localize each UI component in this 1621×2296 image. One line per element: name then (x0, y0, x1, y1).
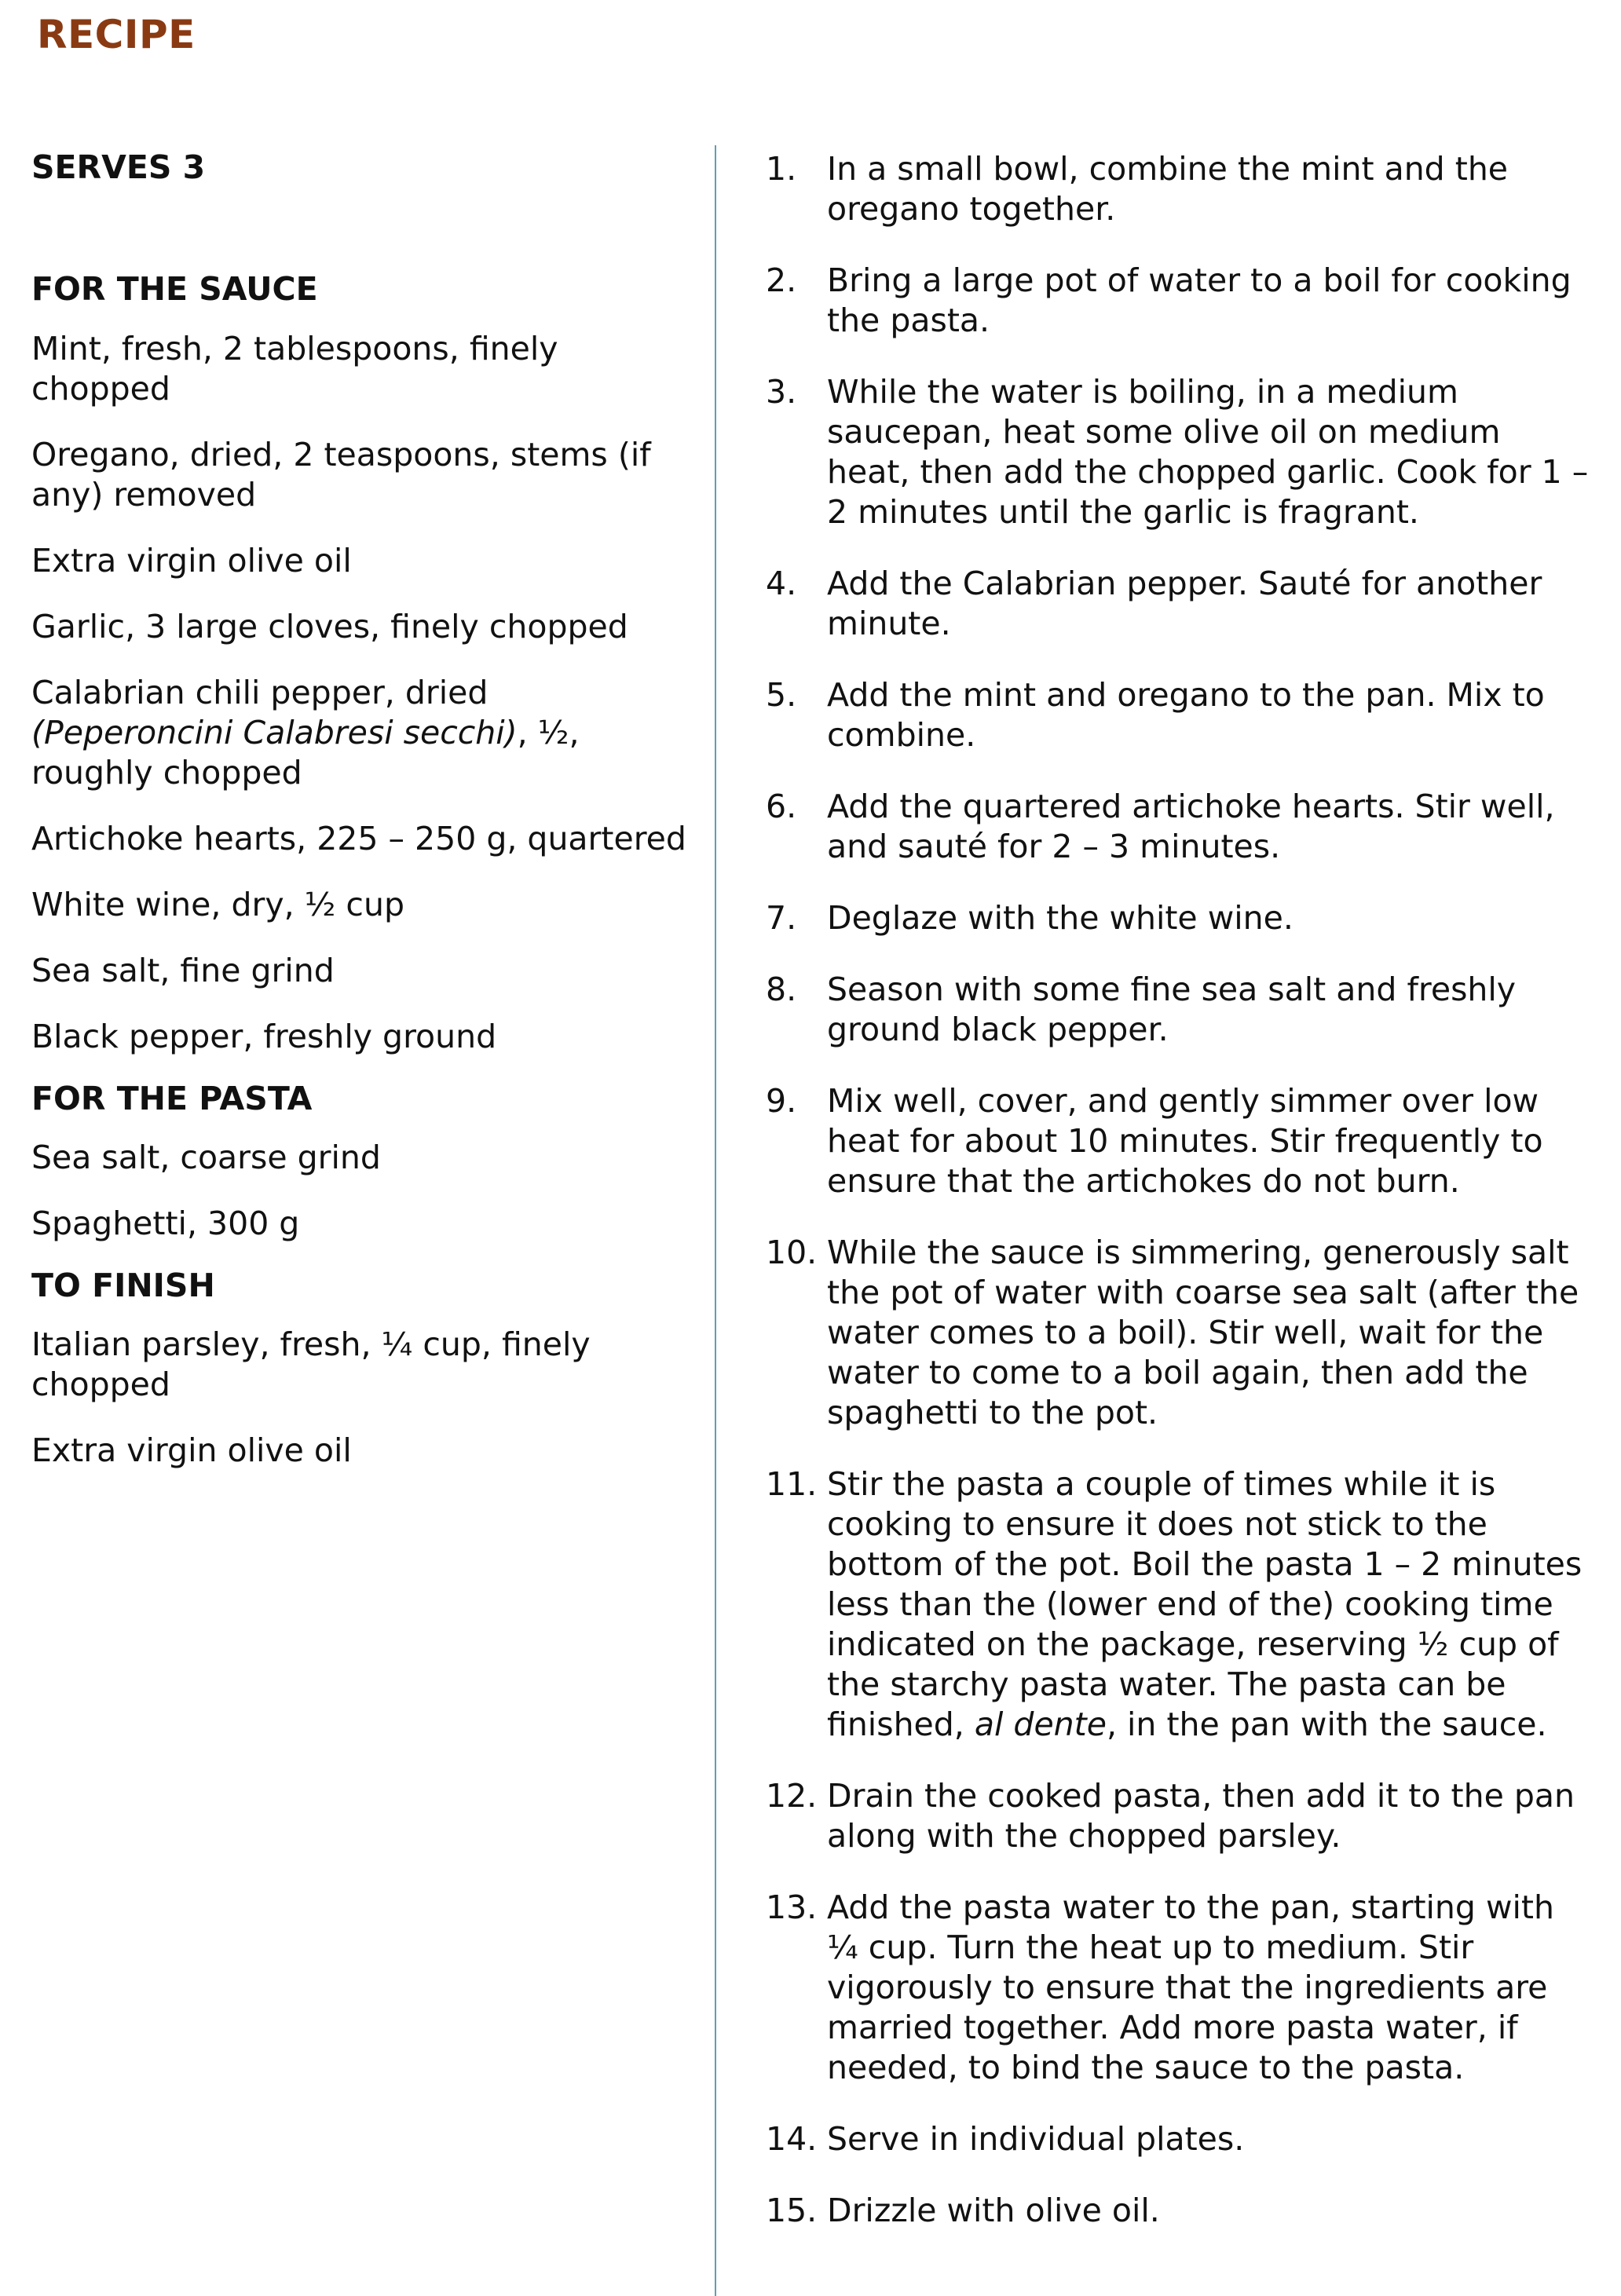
step-number: 10. (766, 1234, 818, 1271)
ingredients-column (31, 140, 699, 1471)
finish-ingredient-list (31, 1325, 699, 1471)
step-text (827, 1464, 1590, 1745)
instruction-step (766, 898, 1590, 938)
step-text: In a small bowl, combine the mint and the oregano together. (827, 150, 1509, 228)
ingredient-item: Garlic, 3 large cloves, finely chopped (31, 607, 628, 645)
instruction-step (766, 675, 1590, 755)
pasta-heading: FOR THE PASTA (31, 1079, 313, 1117)
pasta-ingredient-list (31, 1138, 699, 1244)
step-number: 4. (766, 565, 797, 602)
recipe-title: RECIPE (37, 12, 196, 57)
ingredient-item: Spaghetti, 300 g (31, 1204, 300, 1242)
ingredient-item: Italian parsley, fresh, ¼ cup, finely chopped (31, 1325, 591, 1403)
step-text: Mix well, cover, and gently simmer over low heat for about 10 minutes. Stir frequently to ensure that the artichokes do not burn. (827, 1082, 1543, 1200)
step-text-part: Stir the pasta a couple of times while it is cooking to ensure it does not stick to the bottom of the pot. Boil the pasta 1 – 2 minutes less than the (lower end of the) cooking time indicated on the package, reserving ½ cup of the starchy pasta water. The pasta can be finished, (827, 1465, 1583, 1743)
ingredient-item: Black pepper, freshly ground (31, 1017, 497, 1055)
step-text: Add the Calabrian pepper. Sauté for another minute. (827, 565, 1542, 642)
sauce-ingredient-list (31, 329, 699, 1057)
ingredient-italic-text: (Peperoncini Calabresi secchi) (31, 713, 518, 751)
instruction-step (766, 2119, 1590, 2159)
instruction-step (766, 1776, 1590, 1856)
step-number: 3. (766, 373, 797, 411)
step-number: 6. (766, 788, 797, 825)
step-number: 13. (766, 1888, 818, 1926)
ingredient-item: Mint, fresh, 2 tablespoons, finely chopped (31, 329, 558, 408)
ingredient-text: Calabrian chili pepper, dried (31, 673, 488, 711)
instruction-step (766, 2191, 1590, 2231)
step-text: Serve in individual plates. (827, 2120, 1245, 2158)
instruction-step (766, 1081, 1590, 1201)
ingredient-item: Sea salt, fine grind (31, 951, 335, 989)
step-number: 2. (766, 261, 797, 299)
step-text: While the sauce is simmering, generously salt the pot of water with coarse sea salt (after the water comes to a boil). Stir well, wait for the water to come to a boil again, then add the spaghetti to the pot. (827, 1234, 1579, 1431)
step-italic-text: al dente (974, 1706, 1107, 1743)
ingredient-item: Extra virgin olive oil (31, 541, 352, 579)
step-text: Add the quartered artichoke hearts. Stir well, and sauté for 2 – 3 minutes. (827, 788, 1555, 865)
instruction-step (766, 149, 1590, 229)
step-number: 14. (766, 2120, 818, 2158)
step-text: Drain the cooked pasta, then add it to the pan along with the chopped parsley. (827, 1777, 1575, 1855)
ingredient-item (31, 673, 699, 793)
step-text: Deglaze with the white wine. (827, 899, 1294, 937)
instruction-step (766, 1464, 1590, 1745)
step-number: 5. (766, 676, 797, 714)
ingredient-item: Sea salt, coarse grind (31, 1138, 381, 1176)
step-number: 12. (766, 1777, 818, 1815)
step-number: 7. (766, 899, 797, 937)
step-text: Bring a large pot of water to a boil for cooking the pasta. (827, 261, 1572, 339)
instruction-step (766, 1888, 1590, 2088)
instruction-step (766, 261, 1590, 341)
step-text: Season with some fine sea salt and freshly ground black pepper. (827, 971, 1517, 1048)
step-number: 8. (766, 971, 797, 1008)
instruction-step (766, 970, 1590, 1050)
serves-label: SERVES 3 (31, 148, 206, 186)
ingredient-item: Artichoke hearts, 225 – 250 g, quartered (31, 819, 686, 857)
step-number: 1. (766, 150, 797, 188)
step-text-part: , in the pan with the sauce. (1106, 1706, 1547, 1743)
step-text: Add the pasta water to the pan, starting with ¼ cup. Turn the heat up to medium. Stir vigorously to ensure that the ingredients are married together. Add more pasta water, if needed, to bind the sauce to the pasta. (827, 1888, 1554, 2086)
instruction-step (766, 564, 1590, 644)
ingredient-item: Extra virgin olive oil (31, 1431, 352, 1469)
step-number: 11. (766, 1465, 818, 1503)
step-text: While the water is boiling, in a medium saucepan, heat some olive oil on medium heat, then add the chopped garlic. Cook for 1 – 2 minutes until the garlic is fragrant. (827, 373, 1589, 531)
ingredient-item: White wine, dry, ½ cup (31, 885, 404, 923)
ingredient-text: , ½, roughly chopped (31, 713, 580, 792)
sauce-heading: FOR THE SAUCE (31, 270, 318, 309)
step-text: Add the mint and oregano to the pan. Mix to combine. (827, 676, 1545, 754)
ingredient-item: Oregano, dried, 2 teaspoons, stems (if any) removed (31, 435, 651, 514)
step-number: 15. (766, 2192, 818, 2229)
step-text: Drizzle with olive oil. (827, 2192, 1160, 2229)
instruction-step (766, 1233, 1590, 1433)
step-number: 9. (766, 1082, 797, 1120)
instruction-step (766, 372, 1590, 532)
finish-heading: TO FINISH (31, 1266, 215, 1304)
instruction-step (766, 787, 1590, 867)
column-divider (715, 145, 716, 2296)
instructions-list (766, 149, 1590, 2262)
